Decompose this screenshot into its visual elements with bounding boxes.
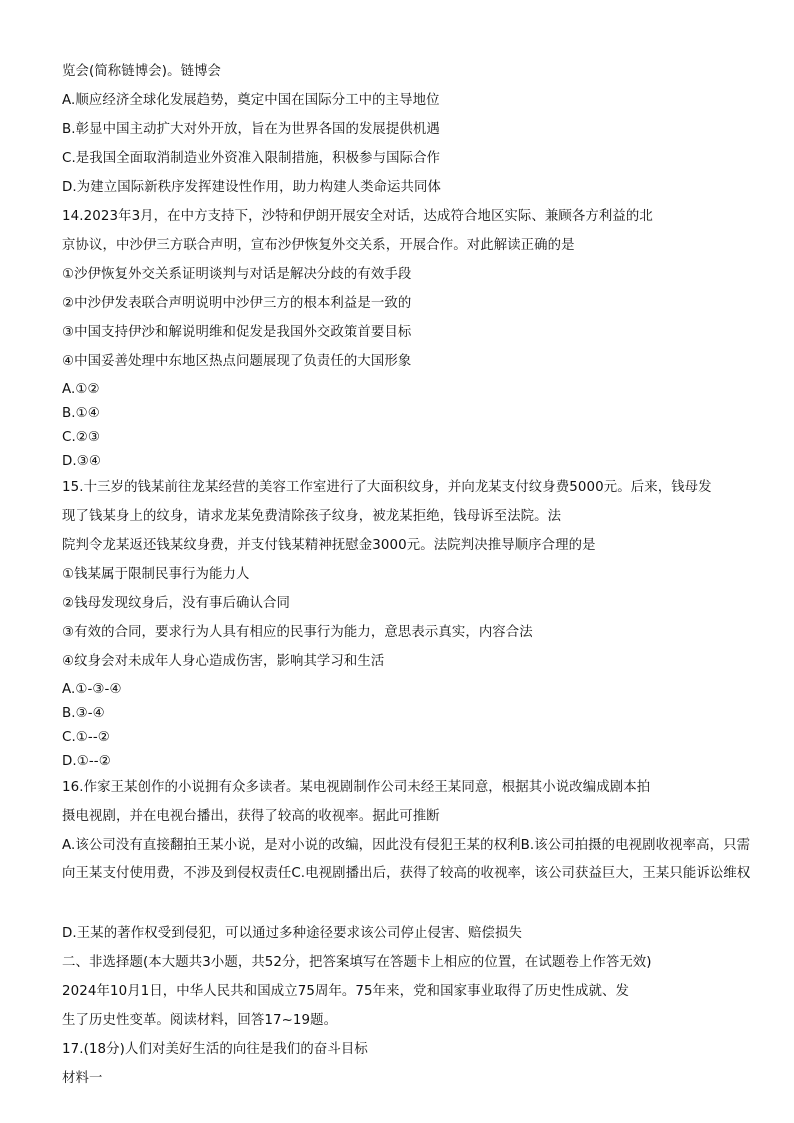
option-a: A.①②: [62, 382, 100, 397]
question-16-stem-cont: 摄电视剧，并在电视台播出，获得了较高的收视率。据此可推断: [62, 809, 440, 824]
option-c: C.②③: [62, 430, 101, 445]
section-heading: 二、非选择题(本大题共3小题，共52分，把答案填写在答题卡上相应的位置，在试题卷上作答无效): [62, 955, 652, 970]
option-b: B.彰显中国主动扩大对外开放，旨在为世界各国的发展提供机遇: [62, 122, 440, 137]
question-15-stem: 15.十三岁的钱某前往龙某经营的美容工作室进行了大面积纹身，并向龙某支付纹身费5000元。后来，钱母发: [62, 480, 712, 495]
intro-text-cont: 生了历史性变革。阅读材料，回答17~19题。: [62, 1013, 338, 1028]
statement-1: ①沙伊恢复外交关系证明谈判与对话是解决分歧的有效手段: [62, 267, 412, 282]
question-17-title: 17.(18分)人们对美好生活的向往是我们的奋斗目标: [62, 1042, 368, 1057]
option-b: B.①④: [62, 406, 100, 421]
option-d: D.王某的著作权受到侵犯，可以通过多种途径要求该公司停止侵害、赔偿损失: [62, 926, 522, 941]
intro-text: 2024年10月1日，中华人民共和国成立75周年。75年来，党和国家事业取得了历史性成就、发: [62, 984, 629, 999]
statement-1: ①钱某属于限制民事行为能力人: [62, 567, 250, 582]
statement-2: ②钱母发现纹身后，没有事后确认合同: [62, 596, 290, 611]
text-line: 览会(简称链博会)。链博会: [62, 64, 222, 79]
statement-4: ④中国妥善处理中东地区热点问题展现了负责任的大国形象: [62, 354, 412, 369]
option-a: A.①-③-④: [62, 682, 122, 697]
question-14-stem: 14.2023年3月，在中方支持下，沙特和伊朗开展安全对话，达成符合地区实际、兼顾各方利益的北: [62, 209, 653, 224]
option-d: D.③④: [62, 454, 101, 469]
question-15-stem-cont: 现了钱某身上的纹身，请求龙某免费清除孩子纹身，被龙某拒绝，钱母诉至法院。法: [62, 509, 562, 524]
option-b: B.③-④: [62, 706, 105, 721]
question-14-stem-cont: 京协议，中沙伊三方联合声明，宣布沙伊恢复外交关系，开展合作。对此解读正确的是: [62, 238, 575, 253]
option-d: D.①--②: [62, 754, 111, 769]
option-a: A.顺应经济全球化发展趋势，奠定中国在国际分工中的主导地位: [62, 93, 440, 108]
statement-3: ③中国支持伊沙和解说明维和促发是我国外交政策首要目标: [62, 325, 412, 340]
option-c: C.①--②: [62, 730, 110, 745]
question-16-options-abc: A.该公司没有直接翻拍王某小说，是对小说的改编，因此没有侵犯王某的权利B.该公司拍摄的电视剧收视率高，只需向王某支付使用费，不涉及到侵权责任C.电视剧播出后，获得了较高的收视率，该公司获益巨大，王某只能诉讼维权: [62, 838, 751, 881]
option-c: C.是我国全面取消制造业外资准入限制措施，积极参与国际合作: [62, 151, 441, 166]
statement-4: ④纹身会对未成年人身心造成伤害，影响其学习和生活: [62, 654, 385, 669]
option-d: D.为建立国际新秩序发挥建设性作用，助力构建人类命运共同体: [62, 180, 442, 195]
question-15-stem-cont: 院判令龙某返还钱某纹身费，并支付钱某精神抚慰金3000元。法院判决推导顺序合理的是: [62, 538, 596, 553]
statement-2: ②中沙伊发表联合声明说明中沙伊三方的根本利益是一致的: [62, 296, 412, 311]
statement-3: ③有效的合同，要求行为人具有相应的民事行为能力，意思表示真实，内容合法: [62, 625, 533, 640]
question-16-stem: 16.作家王某创作的小说拥有众多读者。某电视剧制作公司未经王某同意，根据其小说改编成剧本拍: [62, 780, 651, 795]
material-label: 材料一: [62, 1071, 103, 1086]
